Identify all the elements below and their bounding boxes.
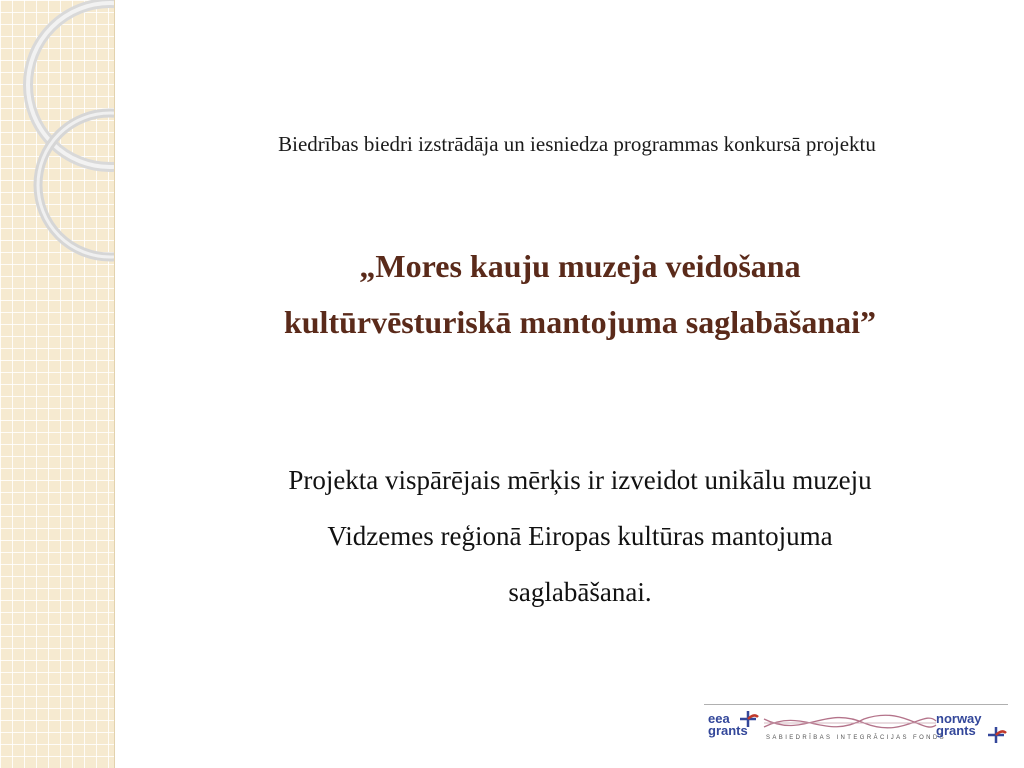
project-title (130, 238, 1024, 350)
decorative-circles (0, 0, 114, 768)
fund-name: SABIEDRĪBAS INTEGRĀCIJAS FONDS (766, 735, 947, 741)
eea-grants-logo-text (708, 713, 748, 737)
project-title-line-1: „Mores kauju muzeja veidošana (359, 248, 801, 284)
grants-logo-strip (704, 704, 1008, 755)
fund-wave-logo-icon (764, 715, 936, 728)
project-goal (130, 452, 1024, 620)
project-goal-line-1: Projekta vispārējais mērķis ir izveidot unikālu muzeju (288, 465, 872, 495)
decorative-circle-top-highlight (28, 3, 114, 167)
norway-grants-mark-icon (988, 727, 1006, 743)
eea-grants-logo-line-1: eea (708, 711, 730, 726)
eea-grants-logo-line-2: grants (708, 723, 748, 738)
project-goal-line-2: Vidzemes reģionā Eiropas kultūras mantojuma (327, 521, 833, 551)
norway-grants-logo-line-1: norway (936, 711, 982, 726)
decorative-circle-top (28, 3, 114, 167)
project-goal-line-3: saglabāšanai. (508, 577, 652, 607)
project-title-line-2: kultūrvēsturiskā mantojuma saglabāšanai” (283, 304, 877, 340)
norway-grants-logo-text (936, 713, 982, 737)
intro-text: Biedrības biedri izstrādāja un iesniedza programmas konkursā projektu (278, 132, 876, 156)
decorative-side-band (0, 0, 115, 768)
norway-grants-logo-line-2: grants (936, 723, 976, 738)
